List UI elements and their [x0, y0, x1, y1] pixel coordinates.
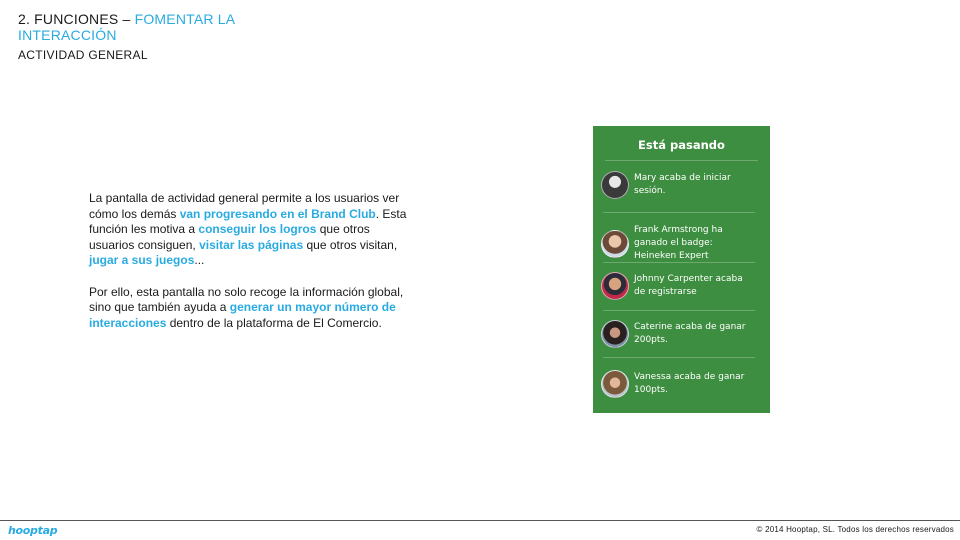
- p1-seg: . Esta función les motiva a: [89, 206, 407, 236]
- avatar-caterine: [601, 320, 629, 348]
- p2-seg: Por ello, esta pantalla no solo recoge la información global, sino que también ayuda a: [89, 284, 404, 314]
- feed-item-text: Frank Armstrong ha ganado el badge: Heineken Expert: [634, 225, 723, 261]
- p1-seg: ...: [194, 253, 205, 267]
- feed-title: Está pasando: [605, 126, 758, 161]
- feed-item-text: Vanessa acaba de ganar 100pts.: [634, 372, 745, 395]
- slide-title-prefix: 2. FUNCIONES –: [18, 11, 135, 27]
- p1-highlight: jugar a sus juegos: [89, 253, 195, 267]
- feed-item-text: Caterine acaba de ganar 200pts.: [634, 322, 746, 345]
- p1-seg: La pantalla de actividad general permite a los usuarios ver cómo los demás: [89, 191, 400, 221]
- slide-title: [18, 11, 318, 43]
- copyright-notice: © 2014 Hooptap, SL. Todos los derechos reservados: [756, 525, 954, 534]
- hooptap-logo: hooptap: [8, 524, 58, 537]
- feed-divider: [603, 310, 755, 311]
- feed-item[interactable]: [601, 171, 755, 199]
- feed-item[interactable]: [601, 320, 755, 348]
- p1-seg: que otros usuarios consiguen,: [89, 222, 370, 252]
- paragraph-1: [89, 191, 414, 269]
- feed-divider: [603, 212, 755, 213]
- p1-highlight: visitar las páginas: [199, 237, 304, 252]
- paragraph-2: [89, 285, 414, 332]
- feed-divider: [603, 357, 755, 358]
- feed-item[interactable]: [601, 224, 755, 263]
- avatar-mary: [601, 171, 629, 199]
- feed-item-text: Johnny Carpenter acaba de registrarse: [634, 274, 743, 297]
- p2-seg: dentro de la plataforma de El Comercio.: [166, 315, 382, 330]
- avatar-vanessa: [601, 370, 629, 398]
- p1-seg: que otros visitan,: [303, 237, 398, 252]
- description: [89, 191, 414, 347]
- activity-feed-panel: [593, 126, 770, 413]
- feed-item-text: Mary acaba de iniciar sesión.: [634, 173, 731, 196]
- avatar-johnny: [601, 272, 629, 300]
- p1-highlight: conseguir los logros: [198, 222, 317, 236]
- avatar-frank: [601, 230, 629, 258]
- feed-item[interactable]: [601, 370, 755, 398]
- feed-divider: [603, 262, 755, 263]
- feed-item[interactable]: [601, 272, 755, 300]
- p1-highlight: van progresando en el Brand Club: [179, 206, 376, 221]
- slide-title-accent: FOMENTAR LA INTERACCIÓN: [18, 11, 235, 43]
- footer-divider: [0, 520, 960, 521]
- slide-subtitle: ACTIVIDAD GENERAL: [18, 48, 148, 62]
- p2-highlight: generar un mayor número de interacciones: [89, 300, 396, 330]
